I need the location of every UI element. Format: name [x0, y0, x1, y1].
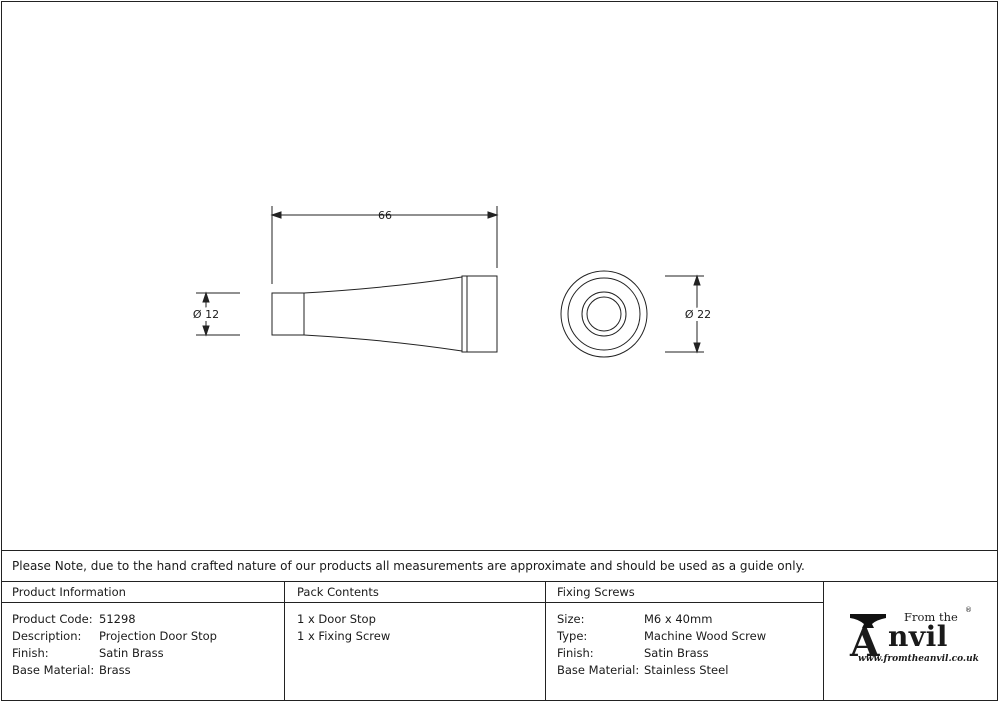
screw-size-value: M6 x 40mm: [644, 612, 713, 626]
end-view-third-circle: [582, 292, 626, 336]
base-material-label: Base Material:: [12, 663, 95, 677]
finish-label: Finish:: [12, 646, 49, 660]
base-material-value: Brass: [99, 663, 131, 677]
dim-arrow-right: [488, 212, 497, 218]
screw-size-label: Size:: [557, 612, 585, 626]
dim-arrow-small-bottom: [203, 326, 209, 335]
stop-tip: [272, 293, 304, 335]
from-the-anvil-logo: [848, 606, 978, 670]
product-info-heading: Product Information: [12, 585, 126, 599]
heading-rule: [2, 602, 824, 603]
pack-contents-heading: Pack Contents: [297, 585, 379, 599]
dim-arrow-left: [272, 212, 281, 218]
end-view-outer-circle: [561, 271, 647, 357]
product-code-label: Product Code:: [12, 612, 93, 626]
dim-arrow-large-top: [694, 276, 700, 285]
logo-word-nvil: nvil: [888, 620, 948, 653]
pack-item: 1 x Door Stop: [297, 612, 376, 626]
column-divider-3: [823, 582, 824, 701]
dim-label-small-diameter: Ø 12: [192, 308, 220, 321]
title-block-top-rule: [2, 550, 998, 551]
column-divider-2: [545, 582, 546, 701]
end-view-second-circle: [568, 278, 640, 350]
fixing-screws-heading: Fixing Screws: [557, 585, 635, 599]
measurement-note: Please Note, due to the hand crafted nature of our products all measurements are approximate and should be used as a guide only.: [12, 559, 805, 573]
description-value: Projection Door Stop: [99, 629, 217, 643]
column-divider-1: [284, 582, 285, 701]
note-bottom-rule: [2, 581, 998, 582]
logo-registered-mark: ®: [965, 606, 972, 614]
description-label: Description:: [12, 629, 82, 643]
screw-base-material-value: Stainless Steel: [644, 663, 729, 677]
dim-arrow-small-top: [203, 293, 209, 302]
dim-label-length: 66: [378, 209, 392, 222]
dim-label-large-diameter: Ø 22: [684, 308, 712, 321]
screw-finish-value: Satin Brass: [644, 646, 709, 660]
pack-item: 1 x Fixing Screw: [297, 629, 391, 643]
screw-type-value: Machine Wood Screw: [644, 629, 767, 643]
logo-url: www.fromtheanvil.co.uk: [858, 654, 979, 664]
product-code-value: 51298: [99, 612, 136, 626]
end-view-inner-circle: [587, 297, 621, 331]
dim-arrow-large-bottom: [694, 343, 700, 352]
screw-type-label: Type:: [557, 629, 588, 643]
logo-from-the: From the: [904, 610, 958, 624]
stop-tapered-body: [304, 277, 462, 351]
screw-finish-label: Finish:: [557, 646, 594, 660]
logo-letter-a: A: [850, 620, 880, 665]
screw-base-material-label: Base Material:: [557, 663, 640, 677]
finish-value: Satin Brass: [99, 646, 164, 660]
